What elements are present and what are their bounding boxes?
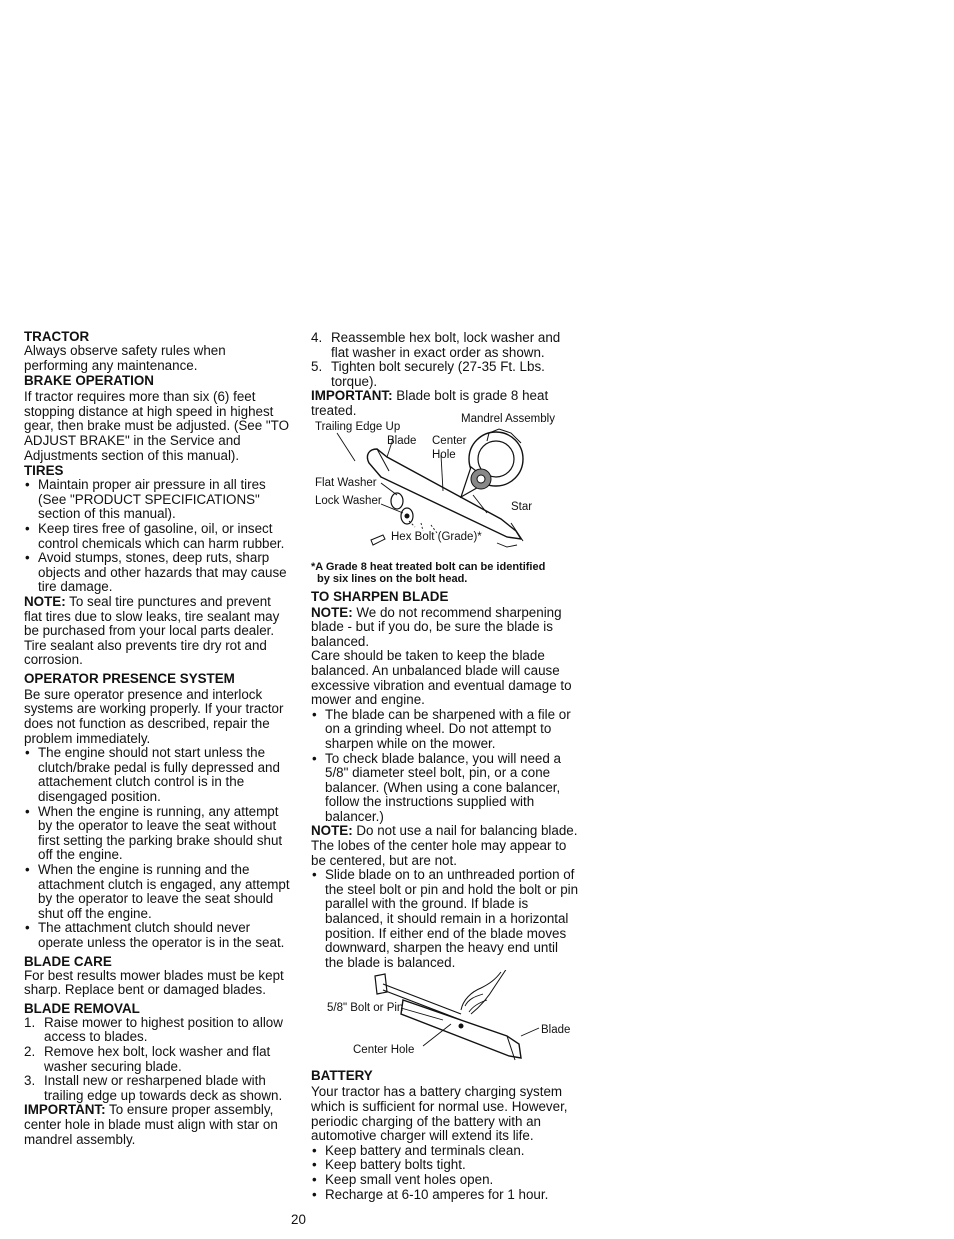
list-item: • Recharge at 6-10 amperes for 1 hour. bbox=[311, 1188, 579, 1203]
important-label: IMPORTANT: bbox=[311, 388, 393, 404]
tires-list bbox=[24, 478, 292, 595]
step-text: Tighten bolt securely (27-35 Ft. Lbs. torque). bbox=[331, 359, 545, 389]
bolt-or-pin-label: 5/8" Bolt or Pin bbox=[327, 1002, 404, 1015]
left-column bbox=[24, 329, 292, 1147]
lock-washer-label: Lock Washer bbox=[315, 494, 382, 507]
to-sharpen-blade-heading: TO SHARPEN BLADE bbox=[311, 588, 449, 604]
note-label: NOTE: bbox=[311, 604, 353, 620]
note-text: Do not use a nail for balancing blade. The lobes of the center hole may appear to be centered, but are not. bbox=[311, 823, 578, 868]
important-text: Blade bolt is grade 8 heat treated. bbox=[311, 388, 549, 418]
step-text: Raise mower to highest position to allow access to blades. bbox=[44, 1014, 283, 1045]
blade-removal-steps bbox=[24, 1016, 292, 1104]
blade-care-heading: BLADE CARE bbox=[24, 953, 112, 969]
list-item: • When the engine is running, any attempt by the operator to leave the seat without first setting the parking brake should shut off the engine. bbox=[24, 805, 292, 863]
blade-removal-heading: BLADE REMOVAL bbox=[24, 1000, 140, 1016]
list-item: • Avoid stumps, stones, deep ruts, sharp objects and other hazards that may cause tire damage. bbox=[24, 551, 292, 595]
step-number: 2. bbox=[24, 1043, 36, 1059]
list-item: • To check blade balance, you will need a 5/8" diameter steel bolt, pin, or a cone balancer. (When using a cone balancer, follow the instructions supplied with balancer.) bbox=[311, 752, 579, 825]
center-hole-label: Center Hole bbox=[353, 1044, 415, 1057]
star-label: Star bbox=[511, 500, 533, 513]
list-item: • Keep battery bolts tight. bbox=[311, 1158, 579, 1173]
hole-label: Hole bbox=[432, 448, 456, 461]
list-item: • Slide blade on to an unthreaded portion of the steel bolt or pin and hold the bolt or pin parallel with the ground. If blade is balanced, it should remain in a horizontal position. If either end of the blade moves downward, sharpen the heavy end until the blade is balanced. bbox=[311, 868, 579, 970]
list-item bbox=[24, 1016, 292, 1045]
list-item: • Keep battery and terminals clean. bbox=[311, 1144, 579, 1159]
step-number: 1. bbox=[24, 1014, 36, 1030]
sharpen-text: Care should be taken to keep the blade balanced. An unbalanced blade will cause excessive vibration and eventual damage to mower and engine. bbox=[311, 648, 572, 708]
list-item: • The blade can be sharpened with a file or on a grinding wheel. Do not attempt to sharpen while on the mower. bbox=[311, 708, 579, 752]
list-item bbox=[24, 1074, 292, 1103]
bolt-grade-footnote bbox=[311, 561, 579, 586]
footnote-line: *A Grade 8 heat treated bolt can be identified bbox=[311, 560, 546, 573]
tractor-intro: Always observe safety rules when performing any maintenance. bbox=[24, 343, 226, 373]
tractor-heading: TRACTOR bbox=[24, 329, 90, 344]
footnote-line: by six lines on the bolt head. bbox=[317, 573, 468, 586]
hex-bolt-label: Hex Bolt (Grade)* bbox=[391, 530, 482, 543]
list-item bbox=[311, 331, 579, 360]
step-number: 4. bbox=[311, 330, 323, 345]
trailing-edge-up-label: Trailing Edge Up bbox=[315, 420, 401, 433]
balancing-list bbox=[311, 868, 579, 970]
step-text: Remove hex bolt, lock washer and flat washer securing blade. bbox=[44, 1043, 271, 1074]
blade-installation-steps bbox=[311, 331, 579, 389]
sharpen-note bbox=[311, 606, 579, 650]
brake-operation-heading: BRAKE OPERATION bbox=[24, 373, 154, 389]
note-text: We do not recommend sharpening blade - but if you do, be sure the blade is balanced. bbox=[311, 604, 562, 649]
important-text: To ensure proper assembly, center hole in blade must align with star on mandrel assembly. bbox=[24, 1102, 278, 1147]
battery-heading: BATTERY bbox=[311, 1068, 373, 1084]
note-label: NOTE: bbox=[24, 593, 66, 609]
step-text: Reassemble hex bolt, lock washer and flat washer in exact order as shown. bbox=[331, 330, 561, 360]
sharpen-list bbox=[311, 708, 579, 825]
step-number: 5. bbox=[311, 359, 323, 375]
list-item: • Maintain proper air pressure in all tires (See "PRODUCT SPECIFICATIONS" section of this manual). bbox=[24, 478, 292, 522]
operator-presence-heading: OPERATOR PRESENCE SYSTEM bbox=[24, 670, 235, 686]
brake-operation-text: If tractor requires more than six (6) feet stopping distance at high speed in highest gear, then brake must be adjusted. (See "TO ADJUST BRAKE" in the Service and Adjustments section of this manual). bbox=[24, 389, 290, 463]
blade-label: Blade bbox=[541, 1024, 571, 1037]
balancing-note bbox=[311, 824, 579, 868]
note-label: NOTE: bbox=[311, 823, 353, 839]
flat-washer-label: Flat Washer bbox=[315, 476, 377, 489]
list-item: • Keep tires free of gasoline, oil, or insect control chemicals which can harm rubber. bbox=[24, 522, 292, 551]
list-item: • When the engine is running and the attachment clutch is engaged, any attempt by the operator to leave the seat should shut off the engine. bbox=[24, 863, 292, 921]
tires-note bbox=[24, 595, 292, 668]
note-text: To seal tire punctures and prevent flat tires due to slow leaks, tire sealant may be purchased from your local parts dealer. Tire sealant also prevents tire dry rot and corrosion. bbox=[24, 593, 280, 668]
step-number: 3. bbox=[24, 1073, 36, 1089]
blade-label: Blade bbox=[387, 434, 417, 447]
blade-balance-diagram bbox=[311, 970, 579, 1068]
step-text: Install new or resharpened blade with trailing edge up towards deck as shown. bbox=[44, 1073, 283, 1103]
list-item bbox=[24, 1045, 292, 1074]
blade-removal-important bbox=[24, 1103, 292, 1147]
blade-care-text: For best results mower blades must be kept sharp. Replace bent or damaged blades. bbox=[24, 967, 284, 998]
important-label: IMPORTANT: bbox=[24, 1102, 106, 1118]
mandrel-assembly-label: Mandrel Assembly bbox=[461, 412, 555, 425]
battery-text: Your tractor has a battery charging system which is sufficient for normal use. However, periodic charging of the battery with an automotive charger will extend its life. bbox=[311, 1084, 568, 1144]
list-item bbox=[311, 360, 579, 389]
list-item: • Keep small vent holes open. bbox=[311, 1173, 579, 1188]
list-item: • The engine should not start unless the clutch/brake pedal is fully depressed and attachement clutch control is in the disengaged position. bbox=[24, 746, 292, 804]
right-column bbox=[311, 331, 579, 1202]
center-label: Center bbox=[432, 434, 467, 447]
tires-heading: TIRES bbox=[24, 463, 64, 479]
list-item: • The attachment clutch should never operate unless the operator is in the seat. bbox=[24, 921, 292, 950]
operator-presence-text: Be sure operator presence and interlock systems are working properly. If your tractor does not function as described, repair the problem immediately. bbox=[24, 686, 284, 746]
battery-list bbox=[311, 1144, 579, 1202]
mandrel-assembly-diagram bbox=[311, 412, 579, 559]
operator-presence-list bbox=[24, 746, 292, 950]
page-number: 20 bbox=[291, 1212, 306, 1227]
blade-balance-illustration bbox=[311, 970, 579, 1068]
